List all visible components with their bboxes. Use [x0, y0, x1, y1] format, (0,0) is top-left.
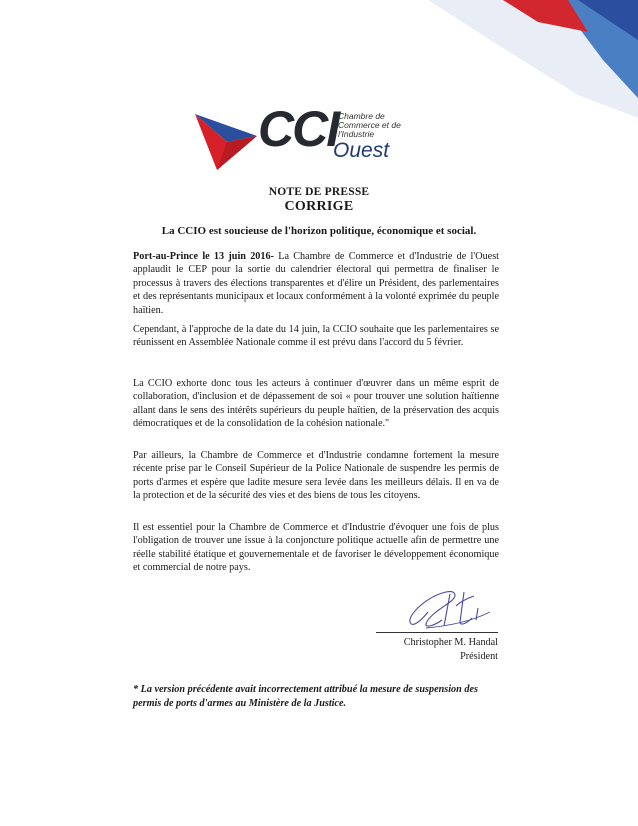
logo-cci: CCI	[258, 101, 339, 157]
logo-chamber-text	[338, 112, 401, 139]
paragraph-3: La CCIO exhorte donc tous les acteurs à continuer d'œuvrer dans un même esprit de collaboration, d'inclusion et de dépassement de soi « pour trouver une solution haïtienne allant dans le sens des intérêts supérieurs du peuple haïtien, de la préservation des acquis démocratiques et de la consolidation de la cohésion nationale."	[133, 378, 499, 430]
signature-line	[376, 632, 498, 633]
logo-line-2: Commerce et de	[338, 120, 401, 130]
corner-decoration	[428, 0, 638, 120]
paragraph-1	[133, 250, 499, 317]
document-subtitle: CORRIGE	[284, 199, 354, 214]
signatory-role: Président	[460, 651, 498, 662]
paragraph-2: Cependant, à l'approche de la date du 14 juin, la CCIO souhaite que les parlementaires se réunissent en Assemblée Nationale comme il est prévu dans l'accord du 5 février.	[133, 324, 499, 349]
logo-line-1: Chambre de	[338, 111, 385, 121]
paragraph-1-lead: Port-au-Prince le 13 juin 2016-	[133, 251, 274, 262]
paragraph-1-text: La Chambre de Commerce et d'Industrie de l'Ouest applaudit le CEP pour la sortie du calendrier électoral qui permettra de finaliser le processus à travers des élections transparentes et d'élire un Président, des parlementaires et des représentants municipaux et locaux conformément à la volonté exprimée du peuple haïtien.	[133, 251, 499, 316]
headline: La CCIO est soucieuse de l'horizon politique, économique et social.	[161, 225, 477, 237]
signature-stroke-1	[410, 592, 455, 626]
signature-stroke-3	[426, 612, 490, 628]
signatory-name: Christopher M. Handal	[403, 637, 498, 648]
handwritten-signature	[398, 582, 498, 634]
logo-region: Ouest	[333, 139, 390, 162]
signature-stroke-2	[444, 592, 478, 626]
signatory-block	[404, 636, 498, 664]
logo-line-3: l'Industrie	[338, 129, 375, 139]
footnote: * La version précédente avait incorrectement attribué la mesure de suspension des permis de ports d'armes au Ministère de la Justice.	[133, 684, 478, 709]
paragraph-4: Par ailleurs, la Chambre de Commerce et d'Industrie condamne fortement la mesure récente prise par le Conseil Supérieur de la Police Nationale de suspendre les permis de ports d'armes et espère que ladite mesure sera levée dans les meilleurs délais. Il en va de la protection et de la sécurité des vies et des biens de tous les citoyens.	[133, 450, 499, 502]
paragraph-5: Il est essentiel pour la Chambre de Commerce et d'Industrie d'évoquer une fois de plus l'obligation de trouver une issue à la conjoncture politique actuelle afin de permettre une réelle stabilité étatique et gouvernementale et de favoriser le développement économique et commercial de notre pays.	[133, 522, 499, 574]
document-title: NOTE DE PRESSE	[268, 186, 370, 198]
